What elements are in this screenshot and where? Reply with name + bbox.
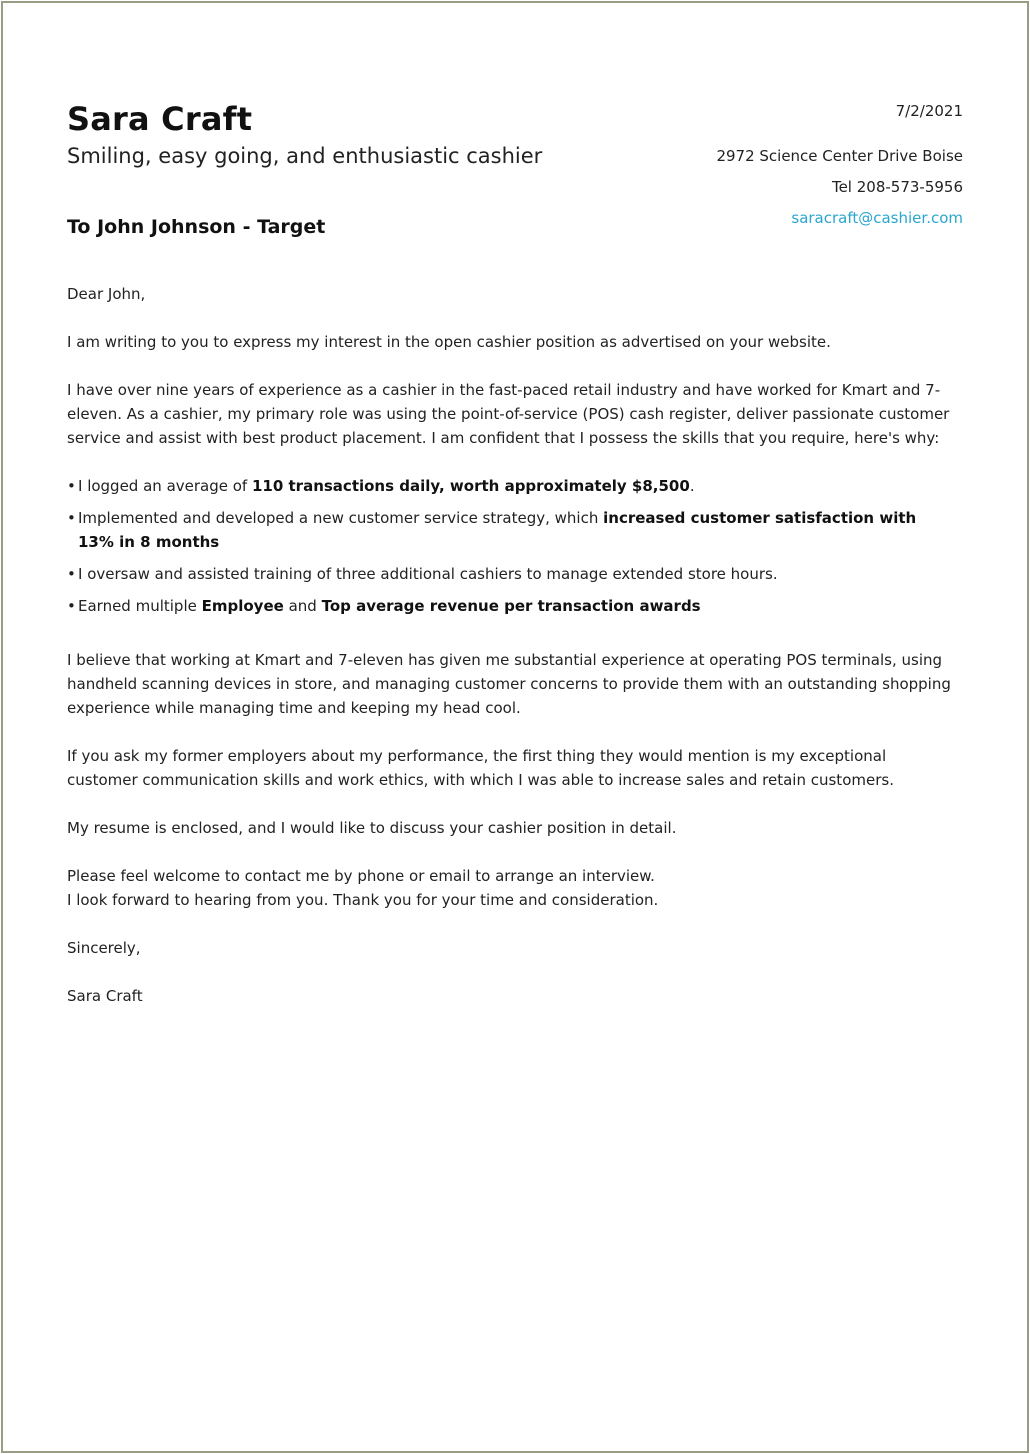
resume-paragraph: My resume is enclosed, and I would like to discuss your cashier position in detail. (67, 819, 677, 837)
sender-name: Sara Craft (67, 100, 253, 138)
bullet-icon: • (67, 509, 76, 527)
list-item (67, 474, 957, 498)
sender-phone: Tel 208-573-5956 (831, 178, 963, 196)
bullet-text: I oversaw and assisted training of three additional cashiers to manage extended store hours. (78, 565, 778, 583)
thanks-paragraph: I look forward to hearing from you. Thank you for your time and consideration. (67, 891, 659, 909)
letter-header (67, 96, 963, 256)
closing: Sincerely, (67, 939, 141, 957)
bullet-text: Earned multiple (78, 597, 202, 615)
letter-date: 7/2/2021 (895, 102, 963, 120)
list-item (67, 594, 957, 618)
list-item (67, 562, 957, 586)
experience-paragraph: I have over nine years of experience as a cashier in the fast-paced retail industry and have worked for Kmart and 7-eleven. As a cashier, my primary role was using the point-of-service (POS) cash register, deliver passionate customer service and assist with best product placement. I am confident that I possess the skills that you require, here's why: (67, 381, 950, 447)
bullet-icon: • (67, 565, 76, 583)
bullet-text: I logged an average of (78, 477, 252, 495)
achievements-list (67, 474, 957, 618)
bullet-icon: • (67, 477, 76, 495)
contact-block (716, 100, 963, 238)
belief-paragraph: I believe that working at Kmart and 7-eleven has given me substantial experience at operating POS terminals, using handheld scanning devices in store, and managing customer concerns to provide them with an outstanding shopping experience while managing time and keeping my head cool. (67, 651, 951, 717)
bullet-text: Implemented and developed a new customer service strategy, which (78, 509, 604, 527)
sender-tagline: Smiling, easy going, and enthusiastic cashier (67, 144, 543, 168)
bullet-emphasis: Employee (201, 597, 284, 615)
bullet-text: . (689, 477, 695, 495)
greeting: Dear John, (67, 285, 146, 303)
sender-address: 2972 Science Center Drive Boise (716, 147, 963, 165)
employers-paragraph: If you ask my former employers about my performance, the first thing they would mention is my exceptional customer communication skills and work ethics, with which I was able to increase sales and retain customers. (67, 747, 894, 789)
bullet-text: and (283, 597, 322, 615)
recipient-line: To John Johnson - Target (67, 216, 326, 238)
signature: Sara Craft (67, 987, 143, 1005)
contact-paragraph: Please feel welcome to contact me by phone or email to arrange an interview. (67, 867, 655, 885)
bullet-emphasis: Top average revenue per transaction awards (321, 597, 701, 615)
bullet-emphasis: 110 transactions daily, worth approximately $8,500 (251, 477, 690, 495)
letter-body (67, 282, 957, 1032)
bullet-icon: • (67, 597, 76, 615)
list-item (67, 506, 957, 554)
bullet-emphasis: increased customer satisfaction with 13% in 8 months (78, 509, 917, 551)
intro-paragraph: I am writing to you to express my interest in the open cashier position as advertised on your website. (67, 333, 831, 351)
sender-email-link[interactable]: saracraft@cashier.com (791, 209, 963, 227)
